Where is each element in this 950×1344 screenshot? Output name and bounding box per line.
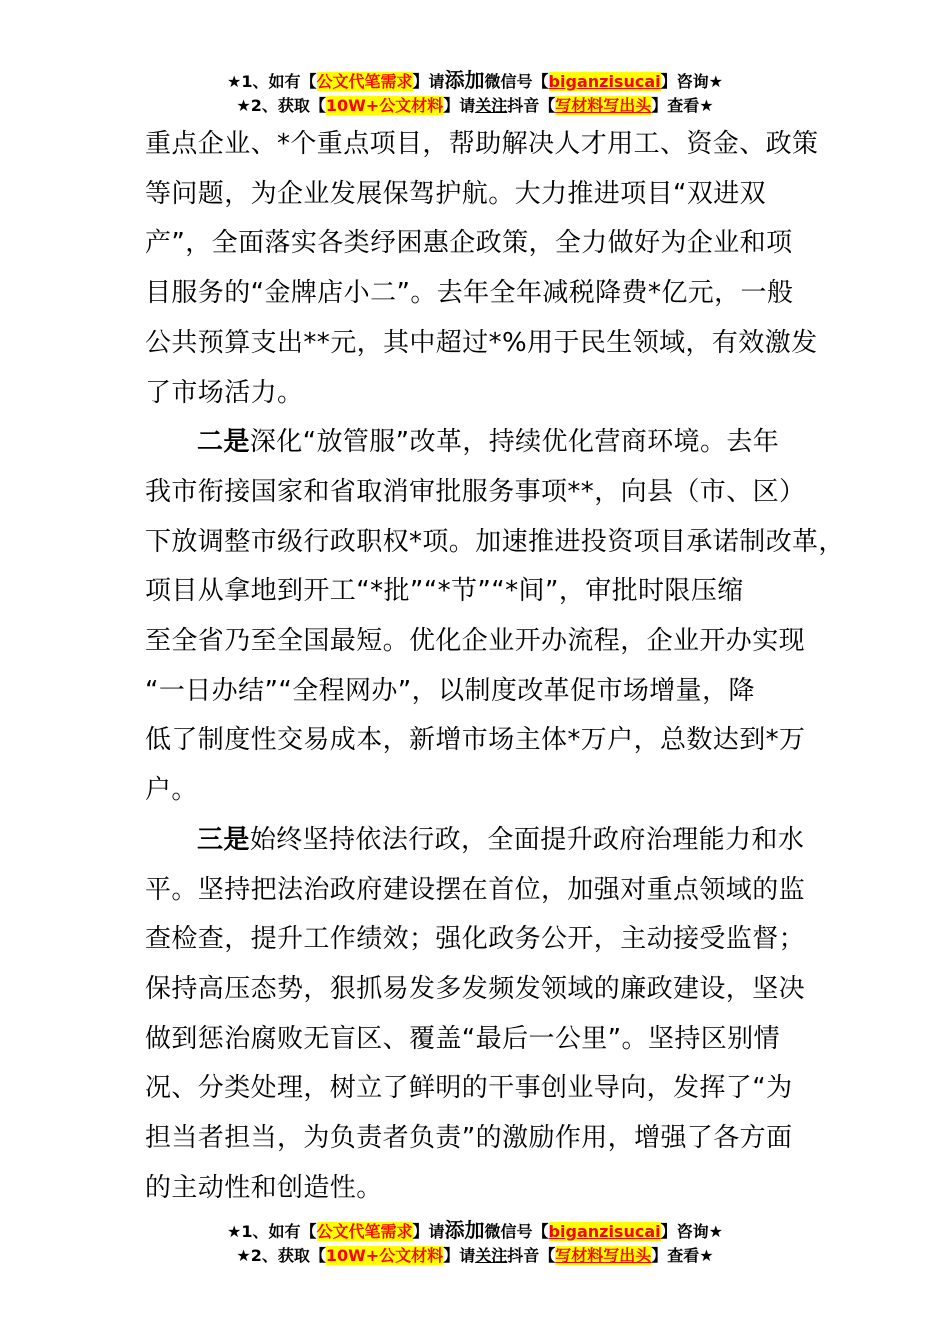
wechat-id: biganzisucai bbox=[548, 1222, 661, 1241]
promo-emphasis: 添加 bbox=[444, 1218, 485, 1242]
promo-text: 】请 bbox=[412, 1222, 445, 1241]
promo-line-2 bbox=[0, 1244, 950, 1268]
promo-text: 】请 bbox=[443, 1246, 476, 1265]
paragraph-1 bbox=[145, 120, 825, 418]
paragraph-lead: 二是 bbox=[197, 427, 250, 458]
text-line: 产”，全面落实各类纾困惠企政策，全力做好为企业和项 bbox=[145, 228, 793, 259]
promo-text: 】查看★ bbox=[651, 96, 714, 115]
promo-text: ★1、如有【 bbox=[227, 72, 317, 91]
promo-text: 微信号【 bbox=[484, 72, 549, 91]
promo-line-1 bbox=[0, 1218, 950, 1244]
paragraph-lead: 三是 bbox=[197, 824, 250, 855]
promo-line-1 bbox=[0, 68, 950, 94]
text-line: 我市衔接国家和省取消审批服务事项**，向县（市、区） bbox=[145, 476, 806, 507]
text-line: 至全省乃至全国最短。优化企业开办流程，企业开办实现 bbox=[145, 626, 806, 657]
promo-text: 】查看★ bbox=[651, 1246, 714, 1265]
paragraph-2 bbox=[145, 418, 845, 816]
text-line: “一日办结”“全程网办”，以制度改革促市场增量，降 bbox=[145, 675, 755, 706]
text-line bbox=[145, 816, 825, 866]
document-body bbox=[145, 120, 845, 1213]
promo-highlight: 公文代笔需求 bbox=[316, 1222, 413, 1241]
promo-highlight: 10W+公文材料 bbox=[325, 96, 444, 115]
promo-text: 】咨询★ bbox=[660, 1222, 723, 1241]
bottom-promo-banner bbox=[0, 1218, 950, 1268]
text-line bbox=[145, 418, 825, 468]
text-line: 重点企业、*个重点项目，帮助解决人才用工、资金、政策 bbox=[145, 129, 819, 159]
promo-text: 抖音【 bbox=[507, 96, 556, 115]
promo-emphasis: 添加 bbox=[444, 68, 485, 92]
top-promo-banner bbox=[0, 68, 950, 118]
text-line: 的主动性和创造性。 bbox=[145, 1172, 383, 1203]
text-line: 查检查，提升工作绩效；强化政务公开，主动接受监督； bbox=[145, 924, 806, 955]
text-line: 平。坚持把法治政府建设摆在首位，加强对重点领域的监 bbox=[145, 874, 806, 905]
paragraph-3 bbox=[145, 816, 825, 1214]
text-line: 公共预算支出**元，其中超过*%用于民生领域，有效激发 bbox=[145, 327, 818, 358]
text-line: 做到惩治腐败无盲区、覆盖“最后一公里”。坚持区别情 bbox=[145, 1023, 780, 1054]
text-line: 了市场活力。 bbox=[145, 377, 304, 408]
text-line: 保持高压态势，狠抓易发多发频发领域的廉政建设，坚决 bbox=[145, 973, 806, 1004]
promo-emphasis: 关注 bbox=[475, 1246, 508, 1265]
promo-highlight: 公文代笔需求 bbox=[316, 72, 413, 91]
promo-text: 微信号【 bbox=[484, 1222, 549, 1241]
text-line: 目服务的“金牌店小二”。去年全年减税降费*亿元，一般 bbox=[145, 278, 794, 309]
promo-highlight: 10W+公文材料 bbox=[325, 1246, 444, 1265]
promo-text: 】请 bbox=[443, 96, 476, 115]
promo-text: ★2、获取【 bbox=[236, 96, 326, 115]
promo-text: 】请 bbox=[412, 72, 445, 91]
douyin-id: 写材料写出头 bbox=[555, 1246, 652, 1265]
wechat-id: biganzisucai bbox=[548, 72, 661, 91]
promo-line-2 bbox=[0, 94, 950, 118]
promo-text: ★2、获取【 bbox=[236, 1246, 326, 1265]
douyin-id: 写材料写出头 bbox=[555, 96, 652, 115]
text-line: 低了制度性交易成本，新增市场主体*万户，总数达到*万 bbox=[145, 725, 806, 756]
text-run: 始终坚持依法行政，全面提升政府治理能力和水 bbox=[249, 824, 805, 855]
promo-text: 】咨询★ bbox=[660, 72, 723, 91]
promo-text: ★1、如有【 bbox=[227, 1222, 317, 1241]
text-line: 担当者担当，为负责者负责”的激励作用，增强了各方面 bbox=[145, 1123, 793, 1154]
promo-text: 抖音【 bbox=[507, 1246, 556, 1265]
text-line: 户。 bbox=[145, 775, 198, 806]
text-line: 项目从拿地到开工“*批”“*节”“*间”，审批时限压缩 bbox=[145, 576, 744, 607]
text-line: 等问题，为企业发展保驾护航。大力推进项目“双进双 bbox=[145, 178, 767, 209]
text-line: 况、分类处理，树立了鲜明的干事创业导向，发挥了“为 bbox=[145, 1073, 793, 1104]
text-line: 下放调整市级行政职权*项。加速推进投资项目承诺制改革， bbox=[145, 526, 845, 557]
text-run: 深化“放管服”改革，持续优化营商环境。去年 bbox=[249, 427, 780, 458]
promo-emphasis: 关注 bbox=[475, 96, 508, 115]
